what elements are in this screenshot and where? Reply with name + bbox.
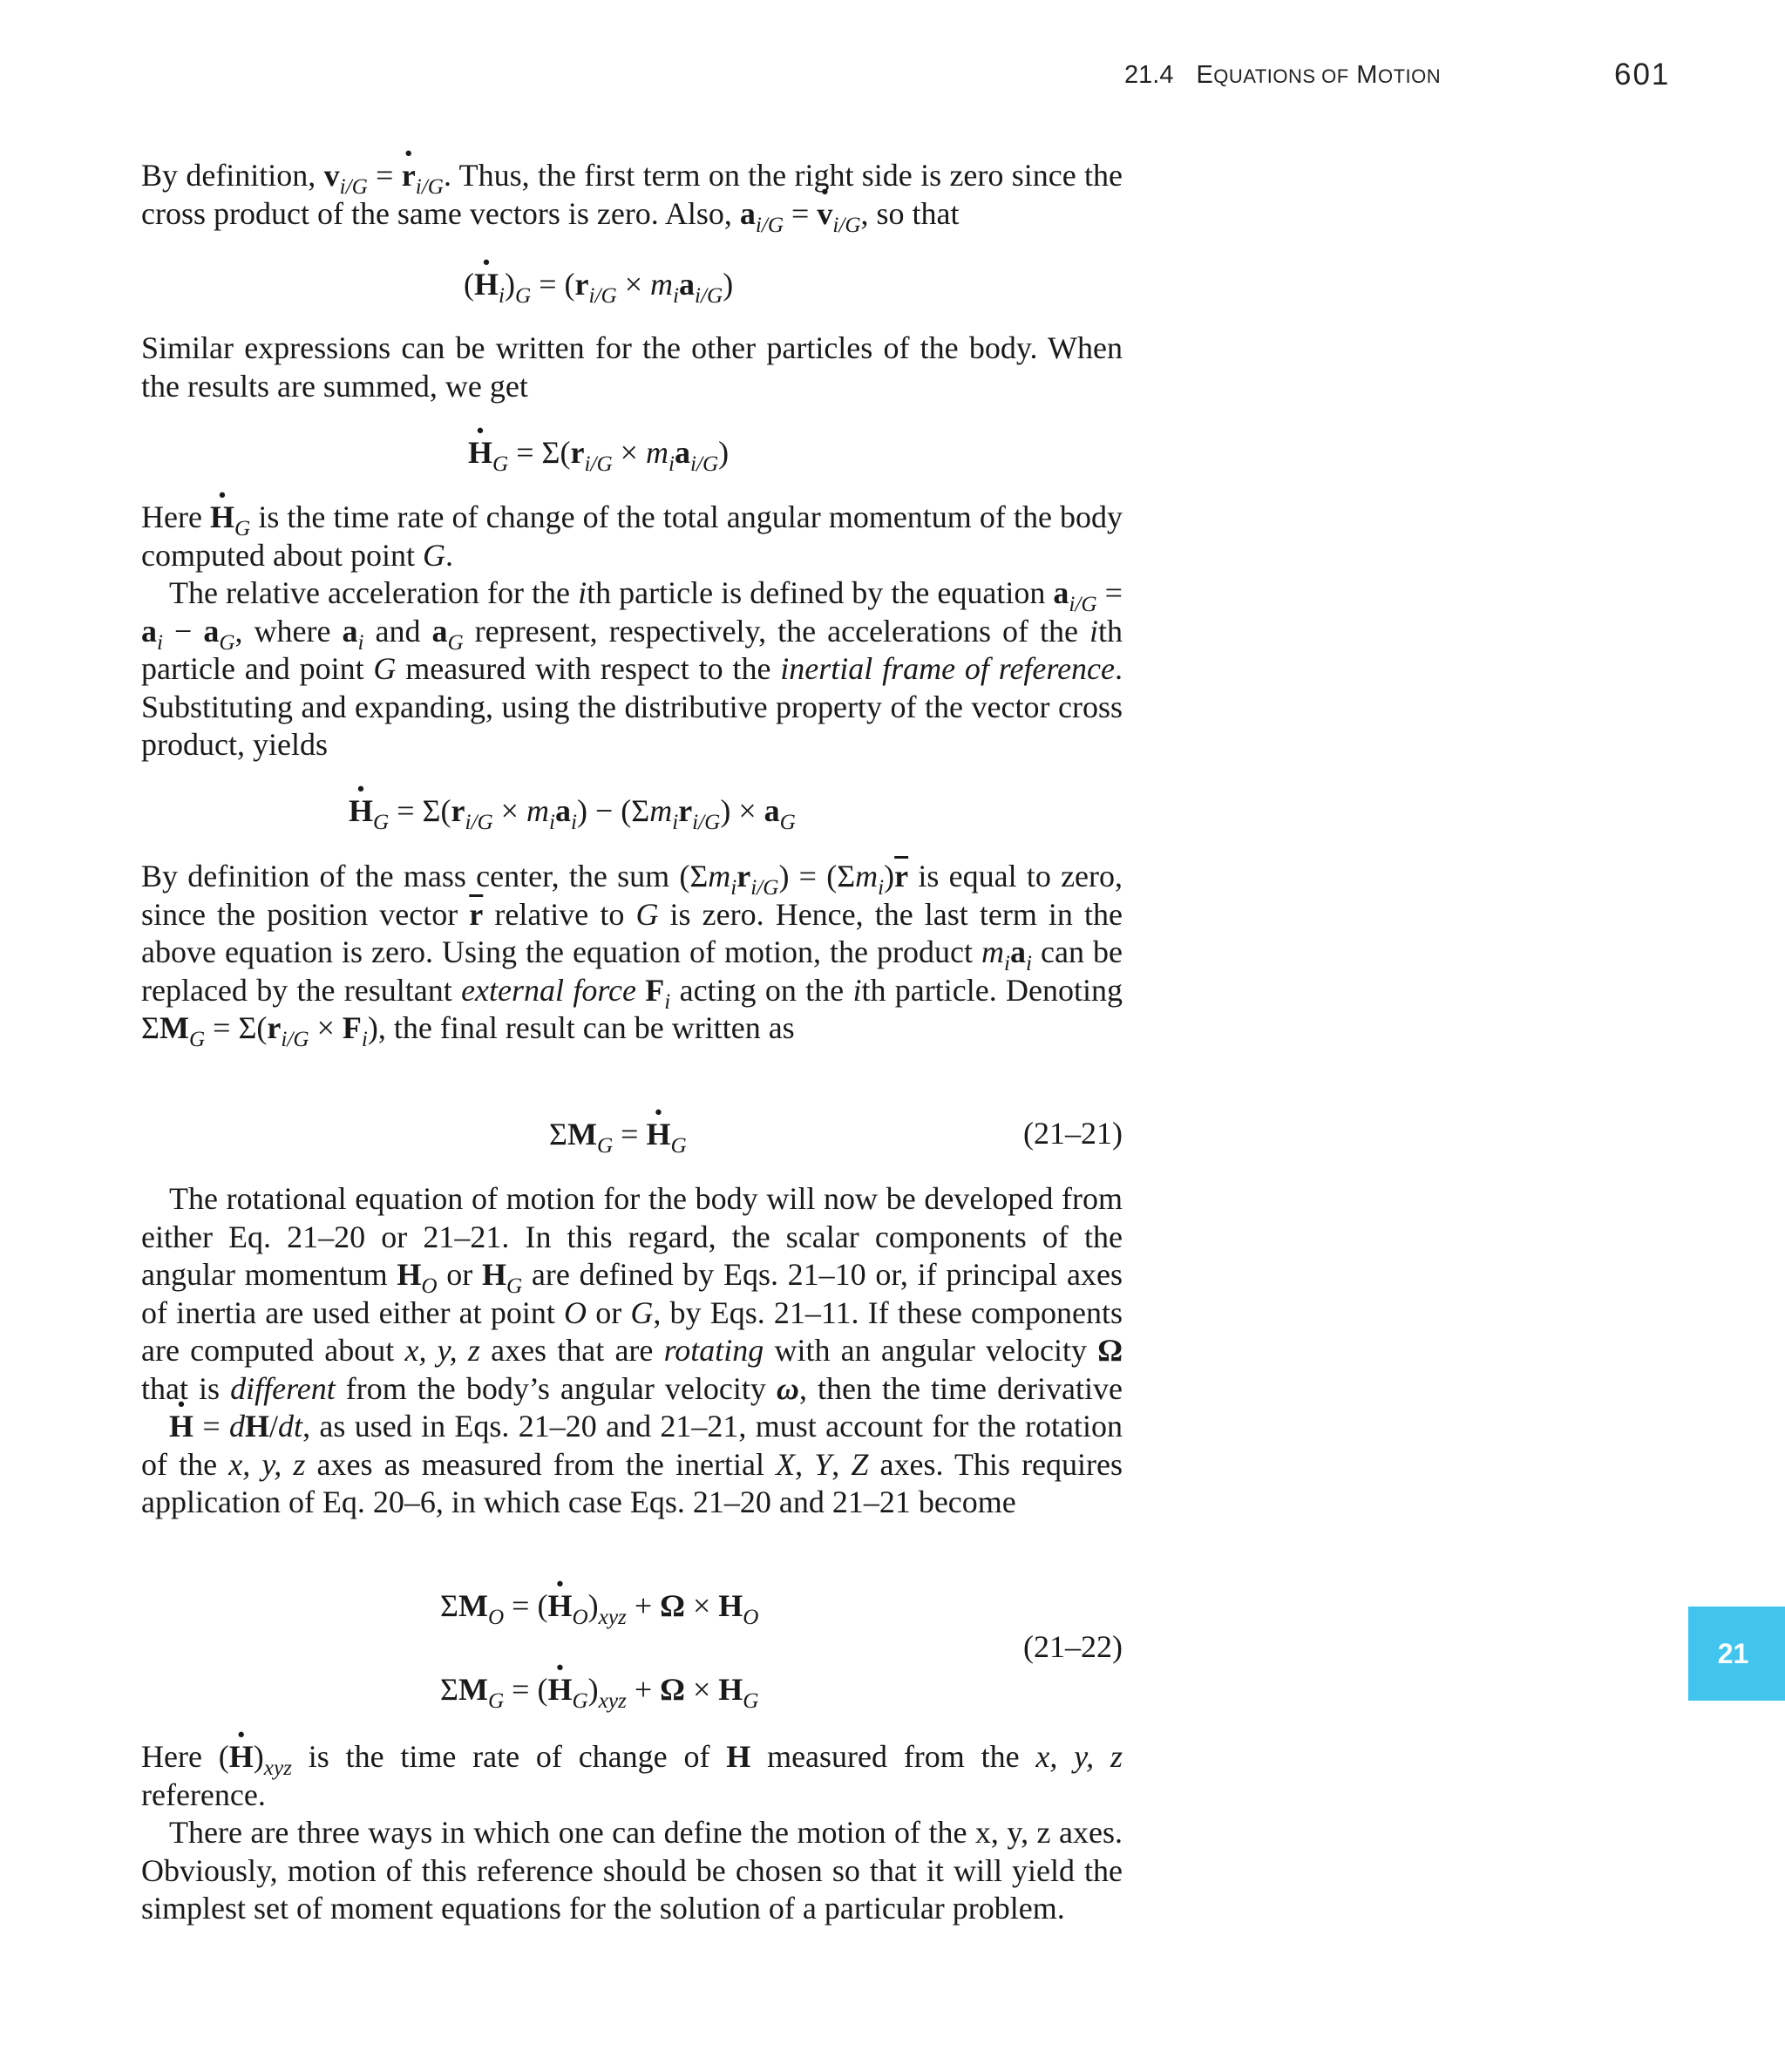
equation-hg-sum: · $H_G = \Sigma(r_{i/G} \times m_ia_{i/G})$ [468,433,729,472]
paragraph-6: The rotational equation of motion for the body will now be developed from either Eq. 21–20 or 21–21. In this regard, the scalar components of the angular momentum $H_O$ or $H_G$ are defined by Eqs. 21–10 or, if principal axes of inertia are used either at point O or G, by Eqs. 21–11. If these components are computed about x, y, z axes that are rotating with an angular velocity Ω that is different from the body’s angular velocity ω, then the time derivative · H = dH/dt, as used in Eqs. 21–20 and 21–21, must account for the rotation of the x, y, z axes as measured from the inertial X, Y, Z axes. This requires application of Eq. 20–6, in which case Eqs. 21–20 and 21–21 become [141,1180,1123,1522]
equation-21-21: $\Sigma M_G$ = · $H_G$ [549,1115,687,1153]
paragraph-4: The relative acceleration for the ith particle is defined by the equation $a_{i/G} = a_i - a_G$, where $a_i$ and $a_G$ represent, respectively, the accelerations of the ith particle and point G measured with respect to the inertial frame of reference. Substituting and expanding, using the distributive property of the vector cross product, yields [141,575,1123,762]
page-number: 601 [1614,58,1671,92]
paragraph-7: Here (· $H)_{xyz}$ is the time rate of change of H measured from the x, y, z reference. [141,1738,1123,1814]
section-title: EQUATIONS OF MOTION [1196,61,1442,89]
equation-21-22-number: (21–22) [1023,1629,1123,1664]
paragraph-1: By definition, $v_{i/G}$ = · $r_{i/G}$. Thus, the first term on the right side is zero since the cross product of the same vectors is zero. Also, $a_{i/G}$ = · $v_{i/G}$, so that [141,157,1123,233]
equation-21-22-o: $\Sigma M_O$ = (· $H_O)_{xyz} + \Omega \times H_O$ [440,1586,759,1625]
chapter-tab[interactable]: 21 [1688,1607,1785,1701]
equation-hg-expanded: · $H_G = \Sigma(r_{i/G} \times m_ia_i) - (\Sigma m_ir_{i/G}) \times a_G$ [349,791,796,830]
paragraph-3: Here · $H_G$ is the time rate of change of the total angular momentum of the body computed about point G. [141,499,1123,574]
running-header [1124,61,1441,90]
p1-tail: so that [876,195,960,231]
paragraph-8: There are three ways in which one can define the motion of the x, y, z axes. Obviously, motion of this reference should be chosen so that it will yield the simplest set of moment equations for the solution of a particular problem. [141,1815,1123,1926]
paragraph-5: By definition of the mass center, the sum $(\Sigma m_ir_{i/G}) = (\Sigma m_i)\overline{r}$ is equal to zero, since the position vector $\overline{r}$ relative to G is zero. Hence, the last term in the above equation is zero. Using the equation of motion, the product $m_ia_i$ can be replaced by the resultant external force $F_i$ acting on the ith particle. Denoting $\Sigma M_G = \Sigma(r_{i/G} \times F_i)$, the final result can be written as [141,859,1123,1051]
equation-21-22-g: $\Sigma M_G$ = (· $H_G)_{xyz} + \Omega \times H_G$ [440,1670,759,1709]
paragraph-2: Similar expressions can be written for the other particles of the body. When the results are summed, we get [141,330,1123,404]
equation-hi-g: (· $H_i)_G = (r_{i/G} \times m_ia_{i/G})$ [464,265,733,303]
equation-21-21-number: (21–21) [1023,1116,1123,1151]
section-number: 21.4 [1124,61,1174,89]
